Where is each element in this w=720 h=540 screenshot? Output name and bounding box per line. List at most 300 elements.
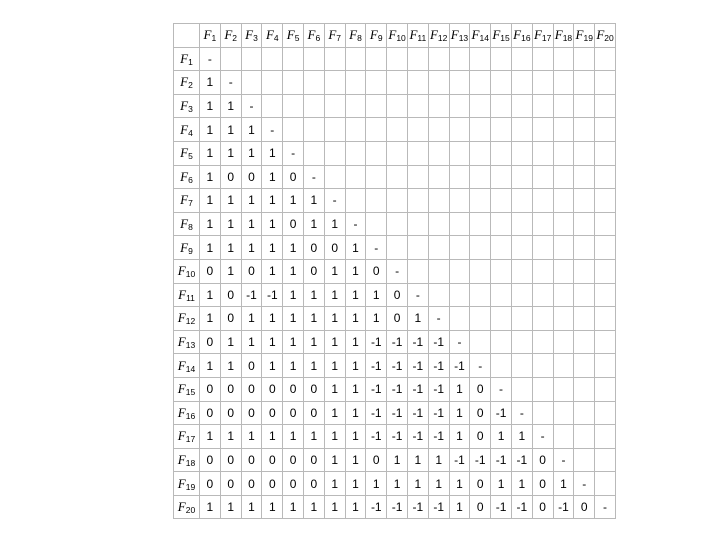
column-header: $F_{11}$	[407, 24, 428, 48]
matrix-cell	[574, 307, 595, 331]
matrix-cell	[366, 141, 387, 165]
matrix-cell: 1	[200, 495, 221, 519]
matrix-cell: -1	[428, 330, 449, 354]
matrix-cell: 1	[200, 141, 221, 165]
matrix-cell: -1	[449, 448, 470, 472]
matrix-cell: 1	[241, 307, 262, 331]
matrix-cell: -	[574, 472, 595, 496]
matrix-cell	[511, 307, 532, 331]
matrix-cell: -1	[491, 401, 512, 425]
matrix-cell	[345, 94, 366, 118]
matrix-cell: 0	[200, 401, 221, 425]
matrix-cell: -	[366, 236, 387, 260]
matrix-cell	[428, 165, 449, 189]
matrix-cell: 0	[470, 425, 491, 449]
matrix-cell: 0	[387, 307, 408, 331]
matrix-cell: 1	[324, 330, 345, 354]
matrix-cell: 0	[283, 212, 304, 236]
matrix-cell	[407, 118, 428, 142]
matrix-cell	[511, 165, 532, 189]
matrix-cell	[366, 212, 387, 236]
matrix-cell	[449, 118, 470, 142]
matrix-cell: 1	[449, 425, 470, 449]
matrix-cell	[407, 236, 428, 260]
matrix-cell: 0	[220, 472, 241, 496]
matrix-cell: -1	[387, 330, 408, 354]
matrix-cell: 1	[303, 189, 324, 213]
matrix-cell	[553, 94, 574, 118]
matrix-cell: -1	[407, 330, 428, 354]
matrix-cell: 1	[241, 118, 262, 142]
matrix-cell	[511, 354, 532, 378]
matrix-cell	[595, 377, 616, 401]
matrix-cell: 1	[303, 212, 324, 236]
column-header: $F_5$	[283, 24, 304, 48]
row-header: $F_{19}$	[174, 472, 200, 496]
matrix-cell	[574, 71, 595, 95]
matrix-cell: 1	[345, 448, 366, 472]
matrix-cell	[262, 94, 283, 118]
matrix-cell: -	[283, 141, 304, 165]
matrix-cell: 1	[407, 307, 428, 331]
matrix-cell	[595, 189, 616, 213]
matrix-cell	[366, 94, 387, 118]
matrix-cell	[470, 307, 491, 331]
matrix-cell	[428, 212, 449, 236]
matrix-cell: 1	[262, 330, 283, 354]
matrix-cell	[553, 141, 574, 165]
table-row	[174, 401, 616, 425]
table-row	[174, 448, 616, 472]
matrix-cell	[553, 330, 574, 354]
matrix-cell: 1	[324, 377, 345, 401]
row-header: $F_4$	[174, 118, 200, 142]
matrix-cell: 0	[241, 259, 262, 283]
matrix-cell	[532, 236, 553, 260]
matrix-cell	[387, 189, 408, 213]
matrix-cell: 1	[345, 495, 366, 519]
matrix-cell: 1	[324, 472, 345, 496]
matrix-cell: -1	[366, 425, 387, 449]
matrix-cell: 1	[283, 354, 304, 378]
row-header: $F_{17}$	[174, 425, 200, 449]
matrix-cell: 0	[262, 401, 283, 425]
matrix-cell	[262, 47, 283, 71]
matrix-cell	[595, 118, 616, 142]
matrix-cell	[595, 259, 616, 283]
matrix-cell	[511, 189, 532, 213]
matrix-cell: 1	[283, 283, 304, 307]
matrix-cell	[595, 71, 616, 95]
matrix-cell	[491, 165, 512, 189]
matrix-cell: 0	[283, 448, 304, 472]
matrix-cell: 1	[283, 259, 304, 283]
matrix-cell: 0	[574, 495, 595, 519]
matrix-cell	[449, 47, 470, 71]
column-header: $F_{16}$	[511, 24, 532, 48]
matrix-cell	[470, 71, 491, 95]
matrix-cell	[470, 47, 491, 71]
matrix-cell	[407, 165, 428, 189]
matrix-cell: -1	[407, 377, 428, 401]
matrix-cell: 1	[200, 425, 221, 449]
matrix-cell: 0	[532, 472, 553, 496]
matrix-cell: 1	[220, 141, 241, 165]
matrix-cell	[470, 259, 491, 283]
matrix-cell: 1	[324, 448, 345, 472]
matrix-cell: 1	[491, 425, 512, 449]
matrix-cell: 1	[303, 495, 324, 519]
matrix-cell	[532, 307, 553, 331]
matrix-cell: 0	[470, 495, 491, 519]
matrix-cell: 0	[220, 165, 241, 189]
matrix-cell: -1	[491, 448, 512, 472]
matrix-cell: 1	[241, 330, 262, 354]
matrix-cell: -	[532, 425, 553, 449]
matrix-cell: 0	[220, 377, 241, 401]
row-header: $F_2$	[174, 71, 200, 95]
matrix-cell	[532, 71, 553, 95]
matrix-cell: -	[387, 259, 408, 283]
matrix-cell: 1	[262, 236, 283, 260]
matrix-cell: 0	[262, 448, 283, 472]
matrix-cell	[574, 94, 595, 118]
column-header: $F_{14}$	[470, 24, 491, 48]
column-header: $F_{20}$	[595, 24, 616, 48]
matrix-cell	[553, 259, 574, 283]
matrix-cell: 1	[449, 377, 470, 401]
matrix-cell	[449, 236, 470, 260]
matrix-cell: 1	[303, 425, 324, 449]
matrix-cell	[470, 118, 491, 142]
matrix-cell: 1	[283, 189, 304, 213]
matrix-cell	[387, 71, 408, 95]
matrix-cell	[553, 165, 574, 189]
matrix-cell	[470, 189, 491, 213]
matrix-cell: -1	[387, 377, 408, 401]
matrix-cell: 1	[262, 189, 283, 213]
matrix-cell: 0	[470, 472, 491, 496]
matrix-cell	[428, 189, 449, 213]
row-header: $F_3$	[174, 94, 200, 118]
table-row	[174, 189, 616, 213]
header-row	[174, 24, 616, 48]
matrix-cell: 1	[449, 401, 470, 425]
matrix-cell	[595, 354, 616, 378]
matrix-cell	[511, 118, 532, 142]
matrix-cell	[553, 283, 574, 307]
matrix-cell: 1	[345, 354, 366, 378]
matrix-cell: 1	[345, 425, 366, 449]
matrix-cell: -1	[511, 448, 532, 472]
matrix-cell	[366, 47, 387, 71]
matrix-cell	[449, 283, 470, 307]
matrix-cell	[324, 47, 345, 71]
matrix-cell	[345, 47, 366, 71]
matrix-cell: 0	[220, 448, 241, 472]
matrix-cell: 1	[407, 472, 428, 496]
matrix-cell: 0	[532, 448, 553, 472]
matrix-cell	[470, 212, 491, 236]
matrix-cell: 0	[283, 401, 304, 425]
matrix-cell: 1	[262, 495, 283, 519]
column-header: $F_3$	[241, 24, 262, 48]
matrix-cell: -1	[366, 330, 387, 354]
matrix-cell: 0	[241, 448, 262, 472]
matrix-cell	[532, 47, 553, 71]
matrix-cell	[470, 236, 491, 260]
matrix-cell: -	[491, 377, 512, 401]
matrix-cell	[407, 47, 428, 71]
matrix-cell: -	[220, 71, 241, 95]
matrix-cell: 1	[303, 330, 324, 354]
table-row	[174, 236, 616, 260]
matrix-cell: 1	[428, 472, 449, 496]
matrix-cell: 1	[241, 425, 262, 449]
matrix-cell: 1	[303, 354, 324, 378]
matrix-cell	[574, 425, 595, 449]
column-header: $F_8$	[345, 24, 366, 48]
matrix-cell	[387, 212, 408, 236]
matrix-cell	[511, 212, 532, 236]
matrix-cell	[387, 118, 408, 142]
matrix-cell	[303, 94, 324, 118]
matrix-cell: 1	[262, 307, 283, 331]
matrix-cell: -1	[511, 495, 532, 519]
matrix-cell	[470, 283, 491, 307]
matrix-cell	[574, 212, 595, 236]
table-row	[174, 330, 616, 354]
matrix-cell: -	[553, 448, 574, 472]
matrix-cell: -1	[428, 377, 449, 401]
matrix-cell: 1	[345, 259, 366, 283]
matrix-cell	[366, 189, 387, 213]
matrix-cell: 1	[511, 425, 532, 449]
matrix-cell: 1	[324, 283, 345, 307]
matrix-cell: 1	[283, 495, 304, 519]
table-row	[174, 425, 616, 449]
matrix-cell	[303, 141, 324, 165]
matrix-cell: 1	[324, 401, 345, 425]
row-header: $F_{12}$	[174, 307, 200, 331]
matrix-cell: -1	[262, 283, 283, 307]
comparison-matrix	[173, 23, 616, 519]
matrix-cell	[324, 94, 345, 118]
matrix-cell: 1	[262, 141, 283, 165]
matrix-cell: 1	[324, 425, 345, 449]
matrix-cell	[345, 141, 366, 165]
matrix-cell	[532, 189, 553, 213]
matrix-cell: 1	[345, 377, 366, 401]
column-header: $F_{13}$	[449, 24, 470, 48]
matrix-cell: -1	[428, 495, 449, 519]
matrix-cell: 1	[449, 495, 470, 519]
table-row	[174, 472, 616, 496]
table-row	[174, 212, 616, 236]
matrix-cell: 0	[366, 448, 387, 472]
matrix-cell	[574, 165, 595, 189]
matrix-cell	[532, 259, 553, 283]
column-header: $F_{15}$	[491, 24, 512, 48]
matrix-cell	[303, 118, 324, 142]
table-row	[174, 495, 616, 519]
matrix-cell	[428, 259, 449, 283]
matrix-cell: -1	[407, 354, 428, 378]
matrix-cell	[595, 307, 616, 331]
column-header: $F_{18}$	[553, 24, 574, 48]
table-row	[174, 47, 616, 71]
matrix-cell: 1	[491, 472, 512, 496]
matrix-cell: 0	[241, 354, 262, 378]
matrix-cell	[449, 141, 470, 165]
matrix-cell: -1	[407, 401, 428, 425]
matrix-cell: -	[428, 307, 449, 331]
matrix-cell: -	[449, 330, 470, 354]
matrix-cell: 0	[303, 448, 324, 472]
matrix-cell: 1	[241, 212, 262, 236]
column-header: $F_1$	[200, 24, 221, 48]
matrix-cell: -	[324, 189, 345, 213]
matrix-cell	[449, 259, 470, 283]
matrix-cell: 0	[303, 472, 324, 496]
matrix-cell: 1	[220, 118, 241, 142]
matrix-cell: 1	[241, 495, 262, 519]
row-header: $F_{10}$	[174, 259, 200, 283]
matrix-cell: 1	[324, 354, 345, 378]
matrix-cell	[366, 118, 387, 142]
matrix-cell: 1	[345, 330, 366, 354]
matrix-cell	[449, 307, 470, 331]
matrix-cell: 1	[345, 401, 366, 425]
row-header: $F_6$	[174, 165, 200, 189]
matrix-cell: 0	[366, 259, 387, 283]
matrix-cell: 1	[366, 472, 387, 496]
matrix-cell: 0	[470, 401, 491, 425]
matrix-cell	[262, 71, 283, 95]
matrix-cell	[491, 283, 512, 307]
matrix-cell: 1	[283, 236, 304, 260]
matrix-cell	[387, 165, 408, 189]
matrix-cell	[470, 94, 491, 118]
matrix-cell: 1	[220, 354, 241, 378]
matrix-cell: 1	[428, 448, 449, 472]
matrix-cell	[345, 71, 366, 95]
matrix-cell	[491, 189, 512, 213]
matrix-cell: 0	[532, 495, 553, 519]
matrix-cell	[595, 448, 616, 472]
matrix-cell: 0	[241, 165, 262, 189]
row-header: $F_{15}$	[174, 377, 200, 401]
row-header: $F_9$	[174, 236, 200, 260]
matrix-cell	[553, 307, 574, 331]
matrix-cell	[491, 94, 512, 118]
matrix-cell: -	[470, 354, 491, 378]
matrix-cell	[241, 47, 262, 71]
matrix-cell	[428, 94, 449, 118]
matrix-cell: 1	[324, 307, 345, 331]
matrix-cell: 1	[303, 283, 324, 307]
matrix-cell	[511, 94, 532, 118]
matrix-cell: 1	[449, 472, 470, 496]
matrix-cell	[532, 94, 553, 118]
matrix-cell: 0	[200, 448, 221, 472]
matrix-cell: 1	[387, 472, 408, 496]
matrix-cell	[324, 165, 345, 189]
row-header: $F_{16}$	[174, 401, 200, 425]
matrix-cell	[595, 283, 616, 307]
matrix-cell	[407, 189, 428, 213]
matrix-cell: 1	[366, 283, 387, 307]
table-row	[174, 141, 616, 165]
matrix-cell: 1	[283, 425, 304, 449]
matrix-cell: 1	[345, 472, 366, 496]
matrix-cell	[553, 212, 574, 236]
matrix-cell	[511, 236, 532, 260]
matrix-cell	[220, 47, 241, 71]
matrix-cell: 1	[324, 495, 345, 519]
column-header: $F_6$	[303, 24, 324, 48]
matrix-cell	[428, 283, 449, 307]
matrix-cell	[491, 259, 512, 283]
matrix-cell: -1	[387, 401, 408, 425]
matrix-cell	[491, 307, 512, 331]
matrix-cell: 1	[200, 165, 221, 189]
matrix-cell: 1	[511, 472, 532, 496]
row-header: $F_8$	[174, 212, 200, 236]
matrix-cell: 1	[366, 307, 387, 331]
matrix-cell	[574, 236, 595, 260]
matrix-cell: -1	[428, 425, 449, 449]
matrix-cell: 0	[220, 401, 241, 425]
matrix-cell	[470, 330, 491, 354]
matrix-cell: 0	[200, 377, 221, 401]
column-header: $F_{17}$	[532, 24, 553, 48]
matrix-cell	[574, 259, 595, 283]
matrix-cell: 1	[200, 118, 221, 142]
matrix-cell: 0	[262, 472, 283, 496]
matrix-cell: 1	[553, 472, 574, 496]
matrix-cell: 1	[200, 94, 221, 118]
matrix-cell	[345, 189, 366, 213]
matrix-cell: 1	[324, 259, 345, 283]
matrix-cell	[595, 212, 616, 236]
table-row	[174, 259, 616, 283]
matrix-cell	[449, 71, 470, 95]
matrix-cell	[553, 401, 574, 425]
matrix-cell	[303, 71, 324, 95]
matrix-cell	[532, 330, 553, 354]
matrix-cell: 0	[303, 401, 324, 425]
matrix-cell: 1	[283, 307, 304, 331]
matrix-cell	[532, 401, 553, 425]
matrix-cell	[428, 71, 449, 95]
matrix-cell: -1	[241, 283, 262, 307]
column-header: $F_{12}$	[428, 24, 449, 48]
matrix-cell: 1	[324, 212, 345, 236]
matrix-cell: -	[345, 212, 366, 236]
matrix-cell	[553, 236, 574, 260]
column-header: $F_2$	[220, 24, 241, 48]
matrix-cell	[324, 71, 345, 95]
matrix-cell: 0	[241, 472, 262, 496]
matrix-cell: 0	[241, 377, 262, 401]
matrix-cell	[595, 47, 616, 71]
matrix-cell: 1	[345, 283, 366, 307]
matrix-cell: -1	[366, 377, 387, 401]
matrix-cell	[574, 189, 595, 213]
matrix-cell: -1	[449, 354, 470, 378]
column-header: $F_{10}$	[387, 24, 408, 48]
